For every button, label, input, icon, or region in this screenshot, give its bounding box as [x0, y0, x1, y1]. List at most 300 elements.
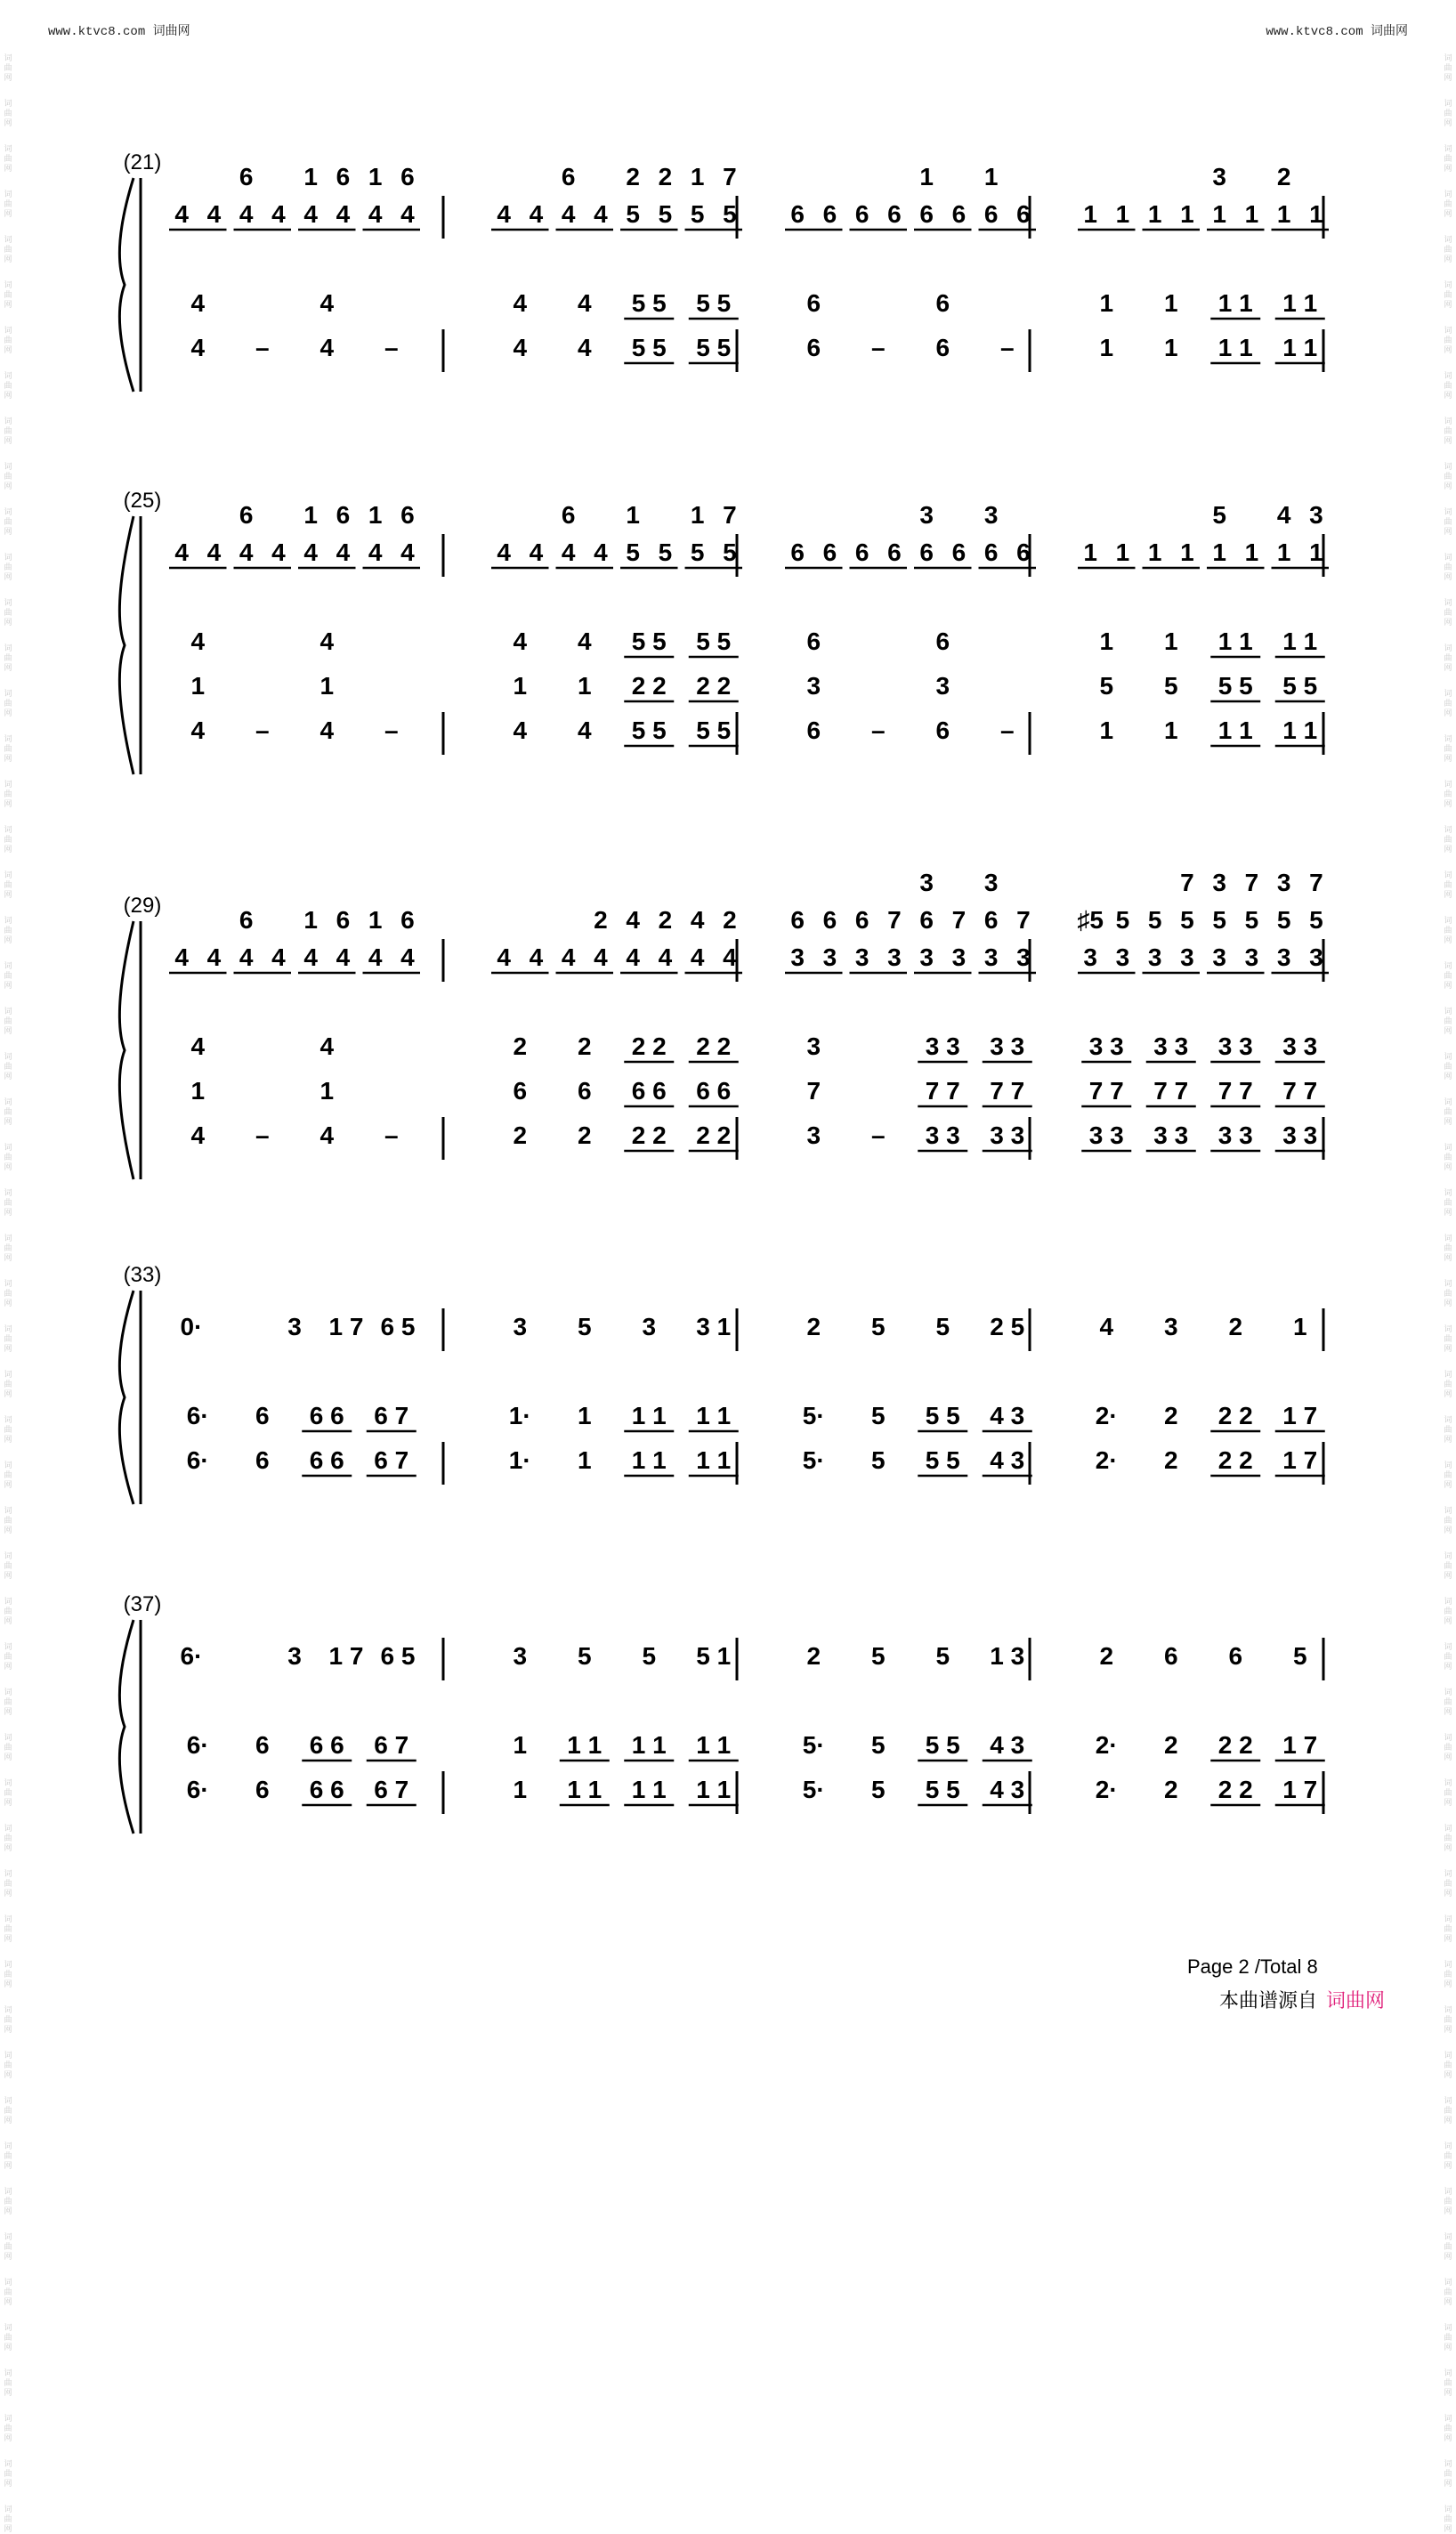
watermark-mark: 词曲网 [1444, 1461, 1452, 1489]
bass-note: 6· [186, 1731, 209, 1759]
watermark-mark: 词曲网 [1444, 2505, 1452, 2533]
bass-note: 5 5 [696, 289, 732, 317]
watermark-mark: 词曲网 [1444, 916, 1452, 944]
bass-note: 4 [190, 627, 206, 655]
watermark-mark: 词曲网 [1444, 2414, 1452, 2442]
treble-note: 2 [1099, 1642, 1114, 1670]
treble-note: 1 [1147, 200, 1162, 228]
treble-note: 4 [497, 943, 511, 971]
treble-note: 5 1 [696, 1642, 732, 1670]
bass-note: 1 [1163, 334, 1178, 361]
upper-voice-note: 3 [919, 869, 934, 896]
treble-note: 5 [935, 1313, 950, 1340]
treble-note: 2 5 [990, 1313, 1025, 1340]
bass-note: 4 [577, 289, 592, 317]
bass-note: 6 7 [374, 1731, 409, 1759]
bass-note: 4 3 [990, 1446, 1025, 1474]
bass-note: 1 [1163, 627, 1178, 655]
watermark-mark: 词曲网 [1444, 1960, 1452, 1988]
bass-note: 4 [190, 716, 206, 744]
bass-note: 1 [320, 1077, 335, 1105]
bass-note: 2 [577, 1032, 592, 1060]
treble-note: 6 [790, 538, 805, 566]
watermark-mark: 词曲网 [4, 1097, 12, 1126]
treble-note: 5 [723, 200, 737, 228]
bass-note: 4 [320, 1032, 335, 1060]
watermark-mark: 词曲网 [4, 2414, 12, 2442]
bass-note: 5 5 [925, 1776, 960, 1803]
watermark-mark: 词曲网 [1444, 190, 1452, 218]
watermark-mark: 词曲网 [1444, 1915, 1452, 1943]
treble-note: 4 [1099, 1313, 1114, 1340]
measure-number: (21) [123, 150, 162, 174]
header-left-site: www.ktvc8.com 词曲网 [48, 25, 190, 39]
watermark-mark: 词曲网 [4, 870, 12, 899]
bass-note: 7 7 [1282, 1077, 1318, 1105]
upper-voice-note: 3 [983, 869, 999, 896]
music-system [0, 1593, 1456, 1869]
watermark-mark: 词曲网 [4, 2505, 12, 2533]
treble-note: 4 [271, 200, 286, 228]
bass-note: 5 5 [631, 716, 667, 744]
treble-note: 3 [1180, 943, 1194, 971]
upper-voice-note: 5 [1212, 501, 1226, 529]
treble-note: 6 [983, 200, 999, 228]
watermark-mark: 词曲网 [1444, 961, 1452, 990]
treble-note: 4 [368, 943, 383, 971]
bass-note: 3 3 [1217, 1121, 1253, 1149]
music-system [0, 151, 1456, 427]
watermark-mark: 词曲网 [4, 99, 12, 127]
system-brace [119, 921, 133, 1179]
bass-note: 7 7 [990, 1077, 1025, 1105]
watermark-mark: 词曲网 [4, 1052, 12, 1081]
bass-note: 5 5 [631, 627, 667, 655]
treble-note: 4 [174, 943, 189, 971]
system-brace [119, 178, 133, 392]
bass-note: 4 [577, 627, 592, 655]
watermark-mark: 词曲网 [4, 1778, 12, 1807]
treble-note: 6 5 [380, 1313, 416, 1340]
watermark-mark: 词曲网 [1444, 870, 1452, 899]
bass-note: 5· [802, 1446, 825, 1474]
bass-note: 4 [320, 627, 335, 655]
bass-note: 6 [806, 334, 821, 361]
bass-note: 3 [806, 1032, 821, 1060]
bass-note: 6 7 [374, 1402, 409, 1429]
bass-note: 1 1 [631, 1446, 667, 1474]
watermark-mark: 词曲网 [4, 280, 12, 309]
upper-voice-note: 3 [1309, 501, 1323, 529]
bass-note: 1 [577, 1446, 592, 1474]
watermark-mark: 词曲网 [4, 1597, 12, 1625]
treble-note: 4 [206, 200, 222, 228]
header-right-site: www.ktvc8.com 词曲网 [1266, 25, 1408, 39]
source-brand-link[interactable]: 词曲网 [1326, 1989, 1386, 2012]
watermark-mark: 词曲网 [1444, 2187, 1452, 2215]
watermark-mark: 词曲网 [4, 417, 12, 445]
treble-note: 3 [790, 943, 805, 971]
watermark-mark: 词曲网 [4, 825, 12, 854]
treble-note: 3 [983, 943, 999, 971]
treble-note: 5 [723, 538, 737, 566]
watermark-mark: 词曲网 [1444, 235, 1452, 263]
watermark-mark: 词曲网 [4, 2232, 12, 2261]
bass-note: 2 [577, 1121, 592, 1149]
page-indicator: Page 2 /Total 8 [1187, 1955, 1318, 1978]
watermark-mark: 词曲网 [4, 1506, 12, 1534]
watermark-mark: 词曲网 [1444, 280, 1452, 309]
treble-note: 5 [1292, 1642, 1307, 1670]
bass-note: 3 3 [925, 1032, 960, 1060]
watermark-mark: 词曲网 [1444, 371, 1452, 400]
treble-note: 4 [239, 200, 254, 228]
bass-note: 7 [806, 1077, 821, 1105]
upper-voice-note: 6 [561, 163, 576, 190]
bass-note: 7 7 [1153, 1077, 1189, 1105]
bass-note: 3 3 [990, 1032, 1025, 1060]
upper-voice-note: 4 [626, 906, 640, 934]
upper-voice-note: 1 [368, 906, 383, 934]
measure-number: (33) [123, 1263, 162, 1287]
bass-note: 6 [806, 716, 821, 744]
watermark-mark: 词曲网 [4, 553, 12, 581]
watermark-mark: 词曲网 [4, 689, 12, 717]
bass-note: 6 [935, 627, 950, 655]
treble-note: 4 [174, 538, 189, 566]
treble-note: 4 [626, 943, 640, 971]
bass-note: 5 [870, 1776, 886, 1803]
treble-note: 6 [1228, 1642, 1243, 1670]
bass-note: 1 [1163, 289, 1178, 317]
upper-voice-note: 2 [658, 163, 673, 190]
treble-note: 5 [690, 200, 705, 228]
treble-note: 4 [271, 943, 286, 971]
bass-note: 1 1 [696, 1446, 732, 1474]
treble-note: 4 [594, 943, 608, 971]
treble-note: 4 [271, 538, 286, 566]
treble-note: 6 [822, 200, 837, 228]
watermark-mark: 词曲网 [4, 1007, 12, 1035]
treble-note: 4 [561, 200, 576, 228]
bass-note: 6 [513, 1077, 528, 1105]
treble-note: 6 [951, 200, 967, 228]
upper-voice-note: 2 [626, 163, 640, 190]
watermark-mark: 词曲网 [4, 2141, 12, 2170]
bass-note: 3 3 [1088, 1121, 1124, 1149]
bass-note: – [255, 1121, 270, 1149]
watermark-mark: 词曲网 [4, 1324, 12, 1353]
upper-voice-note: 1 [368, 163, 383, 190]
upper-voice-note: 6 [854, 906, 870, 934]
bass-note: 5 5 [631, 334, 667, 361]
watermark-mark: 词曲网 [1444, 144, 1452, 173]
bass-note: 1 [1163, 716, 1178, 744]
bass-note: 2 [513, 1032, 528, 1060]
bass-note: 6· [186, 1446, 209, 1474]
treble-note: 4 [336, 538, 351, 566]
upper-voice-note: 1 [690, 501, 705, 529]
bass-note: 5 5 [696, 334, 732, 361]
treble-note: 4 [303, 538, 318, 566]
treble-note: 6 [790, 200, 805, 228]
treble-note: 4 [529, 200, 544, 228]
upper-voice-note: 6 [561, 501, 576, 529]
upper-voice-note: 6 [336, 501, 351, 529]
treble-note: 6 [919, 538, 934, 566]
bass-note: 3 3 [1282, 1032, 1318, 1060]
bass-note: 4 [513, 627, 528, 655]
bass-note: 1 [513, 1776, 528, 1803]
watermark-mark: 词曲网 [1444, 1642, 1452, 1671]
upper-voice-note: 6 [400, 906, 415, 934]
treble-note: 1 [1180, 200, 1194, 228]
treble-note: 6 [1163, 1642, 1178, 1670]
treble-note: 6 [887, 538, 902, 566]
treble-note: 4 [400, 943, 415, 971]
upper-voice-note: 4 [1276, 501, 1291, 529]
bass-note: 6 [935, 334, 950, 361]
upper-voice-note: 2 [594, 906, 608, 934]
bass-note: 1 [577, 1402, 592, 1429]
watermark-mark: 词曲网 [4, 961, 12, 990]
treble-note: 2 [806, 1313, 821, 1340]
watermark-mark: 词曲网 [4, 53, 12, 82]
bass-note: 4 [513, 289, 528, 317]
treble-note: 5 [577, 1642, 592, 1670]
watermark-mark: 词曲网 [1444, 2232, 1452, 2261]
bass-note: 3 3 [1153, 1032, 1189, 1060]
watermark-mark: 词曲网 [4, 2323, 12, 2352]
watermark-mark: 词曲网 [1444, 1597, 1452, 1625]
treble-note: 3 [1147, 943, 1162, 971]
treble-note: 6· [180, 1642, 203, 1670]
source-label: 本曲谱源自 [1219, 1989, 1318, 2012]
bass-note: 5 5 [925, 1731, 960, 1759]
bass-note: 7 7 [1217, 1077, 1253, 1105]
bass-note: 4 [190, 289, 206, 317]
measure-number: (25) [123, 489, 162, 513]
watermark-mark: 词曲网 [4, 2459, 12, 2488]
bass-note: 7 7 [925, 1077, 960, 1105]
bass-note: 2 2 [1217, 1776, 1253, 1803]
watermark-mark: 词曲网 [1444, 2323, 1452, 2352]
watermark-mark: 词曲网 [1444, 1869, 1452, 1898]
upper-voice-note: 5 [1115, 906, 1130, 934]
watermark-mark: 词曲网 [4, 1415, 12, 1444]
treble-note: 4 [206, 538, 222, 566]
watermark-mark: 词曲网 [4, 1234, 12, 1262]
bass-note: 6 [806, 289, 821, 317]
bass-note: 2 [1163, 1446, 1178, 1474]
treble-note: 1 [1244, 538, 1259, 566]
upper-voice-note: 2 [723, 906, 737, 934]
watermark-mark: 词曲网 [1444, 1007, 1452, 1035]
bass-note: 5 5 [925, 1446, 960, 1474]
bass-note: 1 [1099, 334, 1114, 361]
upper-voice-note: 4 [690, 906, 705, 934]
treble-note: 4 [368, 200, 383, 228]
treble-note: 6 [919, 200, 934, 228]
bass-note: 2· [1095, 1402, 1118, 1429]
treble-note: 5 [642, 1642, 657, 1670]
bass-note: 5 [1099, 672, 1114, 700]
treble-note: 6 [887, 200, 902, 228]
treble-note: 4 [594, 538, 608, 566]
watermark-mark: 词曲网 [4, 598, 12, 627]
watermark-mark: 词曲网 [4, 2278, 12, 2306]
upper-voice-note: 7 [723, 501, 737, 529]
watermark-mark: 词曲网 [1444, 2459, 1452, 2488]
upper-voice-note: 1 [983, 163, 999, 190]
bass-note: 2 [1163, 1776, 1178, 1803]
bass-note: 3 [935, 672, 950, 700]
treble-note: 1 [1083, 538, 1097, 566]
watermark-mark: 词曲网 [1444, 1551, 1452, 1580]
system-brace [119, 516, 133, 774]
bass-note: 4 3 [990, 1776, 1025, 1803]
system-brace [119, 1291, 133, 1504]
watermark-mark: 词曲网 [4, 780, 12, 808]
upper-voice-note: 6 [822, 906, 837, 934]
treble-note: 3 [1212, 943, 1226, 971]
treble-note: 4 [594, 200, 608, 228]
bass-note: 3 3 [990, 1121, 1025, 1149]
bass-note: 4 [513, 716, 528, 744]
upper-voice-note: 3 [919, 501, 934, 529]
bass-note: 3 [806, 672, 821, 700]
watermark-mark: 词曲网 [4, 235, 12, 263]
upper-voice-note: 6 [983, 906, 999, 934]
treble-note: 4 [690, 943, 705, 971]
treble-note: 4 [336, 943, 351, 971]
treble-note: 2 [1228, 1313, 1243, 1340]
bass-note: 2 2 [631, 1121, 667, 1149]
upper-voice-note: 5 [1309, 906, 1323, 934]
treble-note: 4 [561, 943, 576, 971]
bass-note: 1 1 [1282, 716, 1318, 744]
music-system [0, 1264, 1456, 1540]
treble-note: 4 [174, 200, 189, 228]
bass-note: 4 [577, 334, 592, 361]
bass-note: 6 [255, 1776, 270, 1803]
bass-note: 6 6 [309, 1776, 344, 1803]
watermark-mark: 词曲网 [1444, 1415, 1452, 1444]
bass-note: 4 [513, 334, 528, 361]
treble-note: 1 [1309, 200, 1323, 228]
upper-voice-note: 1 [690, 163, 705, 190]
bass-note: 1· [508, 1446, 531, 1474]
treble-note: 4 [529, 538, 544, 566]
treble-note: 1 [1212, 538, 1226, 566]
bass-note: 1 1 [1282, 627, 1318, 655]
treble-note: 3 [822, 943, 837, 971]
treble-note: 1 [1147, 538, 1162, 566]
treble-note: 4 [400, 538, 415, 566]
treble-note: 2 [806, 1642, 821, 1670]
upper-voice-note: 6 [400, 163, 415, 190]
watermark-mark: 词曲网 [1444, 2368, 1452, 2397]
watermark-mark: 词曲网 [1444, 553, 1452, 581]
upper-voice-note: 5 [1244, 906, 1259, 934]
watermark-mark: 词曲网 [4, 144, 12, 173]
bass-note: 1 1 [1217, 716, 1253, 744]
bass-note: – [999, 334, 1015, 361]
upper-voice-note: 5 [1212, 906, 1226, 934]
bass-note: – [870, 334, 886, 361]
watermark-mark: 词曲网 [1444, 1506, 1452, 1534]
bass-note: 3 3 [925, 1121, 960, 1149]
upper-voice-note: 5 [1276, 906, 1291, 934]
bass-note: 5· [802, 1776, 825, 1803]
treble-note: 5 [870, 1642, 886, 1670]
bass-note: 5 5 [925, 1402, 960, 1429]
watermark-mark: 词曲网 [4, 1642, 12, 1671]
treble-note: 3 [1083, 943, 1097, 971]
upper-voice-note: 7 [1016, 906, 1031, 934]
bass-note: 1 7 [1282, 1731, 1318, 1759]
watermark-mark: 词曲网 [1444, 2005, 1452, 2034]
measure-number: (37) [123, 1592, 162, 1616]
bass-note: 5· [802, 1731, 825, 1759]
watermark-mark: 词曲网 [4, 462, 12, 490]
watermark-mark: 词曲网 [4, 1551, 12, 1580]
bass-note: 1· [508, 1402, 531, 1429]
upper-voice-note: ♯5 [1077, 906, 1104, 934]
bass-note: 1 1 [567, 1731, 603, 1759]
bass-note: – [870, 1121, 886, 1149]
bass-note: 6 [255, 1731, 270, 1759]
upper-voice-note: 6 [336, 906, 351, 934]
bass-note: 5 5 [1217, 672, 1253, 700]
upper-voice-note: 2 [658, 906, 673, 934]
system-brace [119, 1620, 133, 1834]
bass-note: 6· [186, 1402, 209, 1429]
watermark-mark: 词曲网 [1444, 2096, 1452, 2125]
watermark-mark: 词曲网 [1444, 734, 1452, 763]
watermark-mark: 词曲网 [4, 2005, 12, 2034]
watermark-mark: 词曲网 [4, 507, 12, 536]
treble-note: 4 [497, 200, 511, 228]
upper-voice-note: 3 [1212, 163, 1226, 190]
treble-note: 0· [180, 1313, 203, 1340]
upper-voice-note: 6 [239, 501, 254, 529]
bass-note: – [255, 716, 270, 744]
treble-note: 3 [854, 943, 870, 971]
bass-note: 1 1 [696, 1402, 732, 1429]
treble-note: 4 [658, 943, 673, 971]
treble-note: 6 [854, 538, 870, 566]
treble-note: 4 [368, 538, 383, 566]
watermark-mark: 词曲网 [1444, 1279, 1452, 1307]
watermark-mark: 词曲网 [4, 1869, 12, 1898]
bass-note: 1 1 [696, 1731, 732, 1759]
bass-note: 1 1 [1217, 289, 1253, 317]
treble-note: 4 [336, 200, 351, 228]
treble-note: 5 [626, 200, 640, 228]
bass-note: 6 [577, 1077, 592, 1105]
treble-note: 1 [1115, 538, 1130, 566]
upper-voice-note: 6 [336, 163, 351, 190]
treble-note: 1 [1244, 200, 1259, 228]
treble-note: 3 [513, 1313, 528, 1340]
treble-note: 4 [239, 943, 254, 971]
bass-note: 1 1 [1217, 334, 1253, 361]
source-credit [1219, 1986, 1385, 2013]
bass-note: 3 3 [1282, 1121, 1318, 1149]
treble-note: 6 [854, 200, 870, 228]
bass-note: 6· [186, 1776, 209, 1803]
